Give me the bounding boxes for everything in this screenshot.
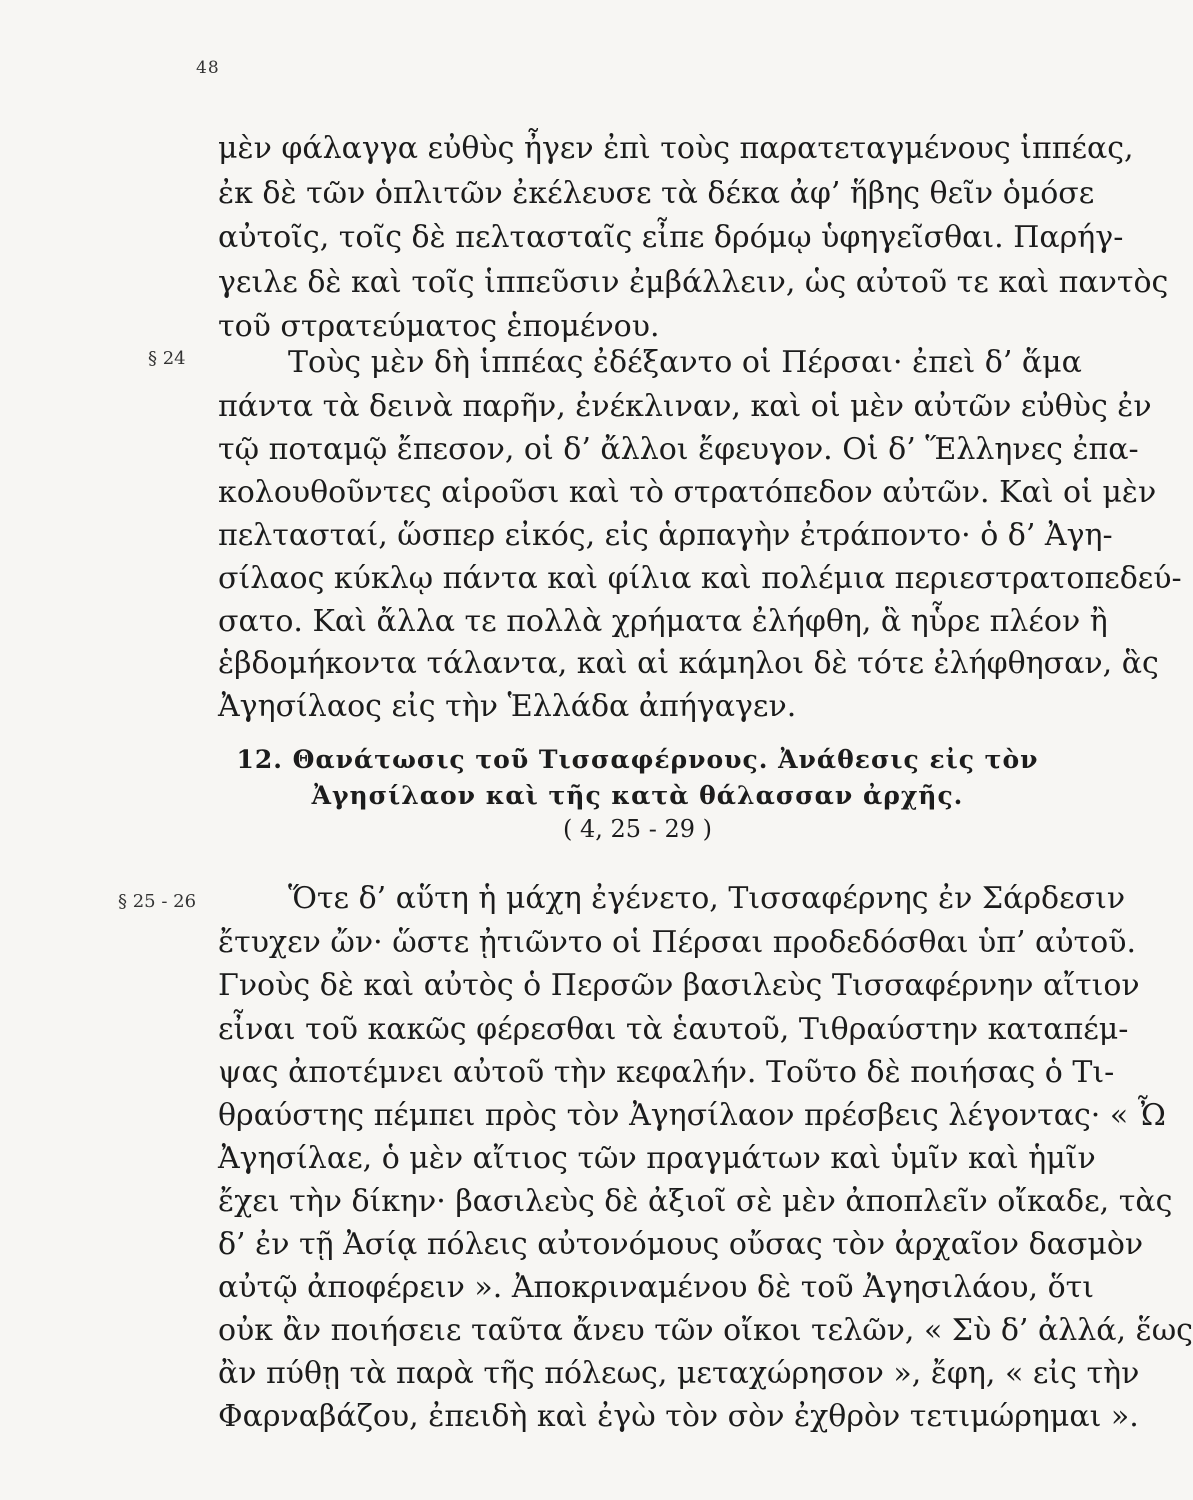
text-line: τοῦ στρατεύματος ἑπομένου. — [218, 309, 660, 344]
text-line: μὲν φάλαγγα εὐθὺς ἦγεν ἐπὶ τοὺς παρατεταγμένους ἱππέας, — [218, 131, 1134, 166]
text-line: Φαρναβάζου, ἐπειδὴ καὶ ἐγὼ τὸν σὸν ἐχθρὸν τετιμώρημαι ». — [218, 1399, 1139, 1434]
text-line: ἔτυχεν ὤν· ὥστε ᾐτιῶντο οἱ Πέρσαι προδεδόσθαι ὑπ’ αὐτοῦ. — [218, 925, 1136, 960]
text-line: ἂν πύθῃ τὰ παρὰ τῆς πόλεως, μεταχώρησον », ἔφη, « εἰς τὴν — [218, 1356, 1140, 1391]
section-heading: Ἀγησίλαον καὶ τῆς κατὰ θάλασσαν ἀρχῆς. — [311, 781, 964, 810]
text-line: σίλαος κύκλῳ πάντα καὶ φίλια καὶ πολέμια περιεστρατοπεδεύ- — [218, 561, 1182, 596]
text-line: σατο. Καὶ ἄλλα τε πολλὰ χρήματα ἐλήφθη, ἃ ηὗρε πλέον ἢ — [218, 604, 1108, 639]
text-line: ψας ἀποτέμνει αὐτοῦ τὴν κεφαλήν. Τοῦτο δὲ ποιήσας ὁ Τι- — [218, 1055, 1115, 1090]
text-line: δ’ ἐν τῇ Ἀσίᾳ πόλεις αὐτονόμους οὔσας τὸν ἀρχαῖον δασμὸν — [218, 1227, 1144, 1262]
text-line: ἔχει τὴν δίκην· βασιλεὺς δὲ ἀξιοῖ σὲ μὲν ἀποπλεῖν οἴκαδε, τὰς — [218, 1184, 1173, 1219]
text-line: κολουθοῦντες αἱροῦσι καὶ τὸ στρατόπεδον αὐτῶν. Καὶ οἱ μὲν — [218, 475, 1157, 510]
text-line: Ἀγησίλαε, ὁ μὲν αἴτιος τῶν πραγμάτων καὶ ὑμῖν καὶ ἡμῖν — [218, 1141, 1096, 1176]
text-line: εἶναι τοῦ κακῶς φέρεσθαι τὰ ἑαυτοῦ, Τιθραύστην καταπέμ- — [218, 1012, 1129, 1047]
text-line: θραύστης πέμπει πρὸς τὸν Ἀγησίλαον πρέσβεις λέγοντας· « Ὦ — [218, 1098, 1166, 1133]
text-line: αὐτῷ ἀποφέρειν ». Ἀποκριναμένου δὲ τοῦ Ἀγησιλάου, ὅτι — [218, 1270, 1095, 1305]
text-line: γειλε δὲ καὶ τοῖς ἱππεῦσιν ἐμβάλλειν, ὡς αὐτοῦ τε καὶ παντὸς — [218, 265, 1169, 300]
text-line: οὐκ ἂν ποιήσειε ταῦτα ἄνευ τῶν οἴκοι τελῶν, « Σὺ δ’ ἀλλά, ἕως — [218, 1313, 1193, 1348]
text-line: Ἀγησίλαος εἰς τὴν Ἑλλάδα ἀπήγαγεν. — [218, 689, 797, 724]
page-number: 48 — [196, 58, 220, 78]
section-ref: § 25 - 26 — [118, 891, 197, 912]
text-line: ἑβδομήκοντα τάλαντα, καὶ αἱ κάμηλοι δὲ τότε ἐλήφθησαν, ἃς — [218, 646, 1159, 681]
text-line: πελτασταί, ὥσπερ εἰκός, εἰς ἁρπαγὴν ἐτράποντο· ὁ δ’ Ἀγη- — [218, 518, 1113, 553]
text-line: αὐτοῖς, τοῖς δὲ πελτασταῖς εἶπε δρόμῳ ὑφηγεῖσθαι. Παρήγ- — [218, 220, 1124, 255]
text-line: Τοὺς μὲν δὴ ἱππέας ἐδέξαντο οἱ Πέρσαι· ἐπεὶ δ’ ἅμα — [288, 345, 1082, 380]
text-line: τῷ ποταμῷ ἔπεσον, οἱ δ’ ἄλλοι ἔφευγον. Οἱ δ’ Ἕλληνες ἐπα- — [218, 432, 1139, 467]
section-ref: § 24 — [148, 348, 186, 369]
heading-reference: ( 4, 25 - 29 ) — [563, 815, 712, 843]
section-heading: 12. Θανάτωσις τοῦ Τισσαφέρνους. Ἀνάθεσις εἰς τὸν — [236, 745, 1039, 774]
text-line: πάντα τὰ δεινὰ παρῆν, ἐνέκλιναν, καὶ οἱ μὲν αὐτῶν εὐθὺς ἐν — [218, 389, 1152, 424]
text-line: Γνοὺς δὲ καὶ αὐτὸς ὁ Περσῶν βασιλεὺς Τισσαφέρνην αἴτιον — [218, 968, 1140, 1003]
text-line: ἐκ δὲ τῶν ὁπλιτῶν ἐκέλευσε τὰ δέκα ἀφ’ ἥβης θεῖν ὁμόσε — [218, 176, 1095, 211]
text-line: Ὅτε δ’ αὕτη ἡ μάχη ἐγένετο, Τισσαφέρνης ἐν Σάρδεσιν — [288, 881, 1126, 916]
